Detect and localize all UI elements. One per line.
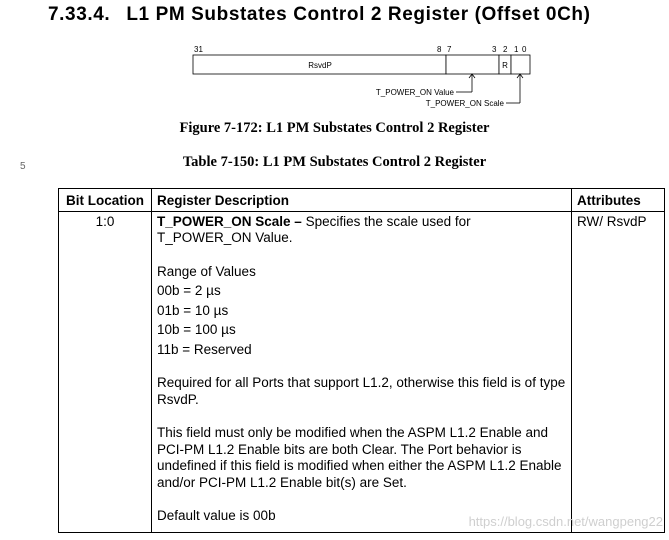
cell-description (152, 212, 572, 533)
section-number: 7.33.4. (48, 4, 111, 25)
rsvdp-field-label: RsvdP (308, 61, 332, 70)
figure-caption: Figure 7-172: L1 PM Substates Control 2 Register (179, 120, 490, 136)
bit-label-0: 0 (522, 45, 527, 54)
table-header-row (59, 189, 665, 212)
t-power-on-scale-callout: T_POWER_ON Scale (425, 99, 504, 108)
bit-label-31: 31 (194, 45, 203, 54)
line-number: 5 (20, 161, 26, 172)
table-row (59, 212, 665, 533)
t-power-on-value-field (446, 55, 499, 74)
modify-text: This field must only be modified when the ASPM L1.2 Enable and PCI-PM L1.2 Enable bits are both Clear. The Port behavior is undefined if this field is modified when either the ASPM L1.2 Enable and/or PCI-PM L1.2 Enable bit(s) are Set. (157, 425, 562, 490)
table-caption: Table 7-150: L1 PM Substates Control 2 Register (182, 154, 487, 170)
range-value-3: 11b = Reserved (157, 341, 252, 357)
header-bit-location: Bit Location (59, 189, 152, 212)
default-text: Default value is 00b (157, 508, 276, 524)
register-table (58, 188, 665, 533)
reserved-bit-label: R (502, 61, 508, 70)
bit-label-7: 7 (447, 45, 452, 54)
range-value-0: 00b = 2 µs (157, 283, 221, 299)
required-text: Required for all Ports that support L1.2, otherwise this field is of type RsvdP. (157, 375, 566, 407)
section-title: L1 PM Substates Control 2 Register (Offset 0Ch) (126, 4, 591, 25)
range-title: Range of Values (157, 263, 256, 279)
bit-label-1: 1 (514, 45, 519, 54)
bit-label-8: 8 (437, 45, 442, 54)
bit-label-2: 2 (503, 45, 508, 54)
register-diagram (0, 0, 669, 112)
watermark: https://blog.csdn.net/wangpeng22 (468, 514, 663, 529)
field-intro: Specifies the scale used for T_POWER_ON Value. (157, 214, 471, 246)
bit-label-3: 3 (492, 45, 497, 54)
t-power-on-value-callout: T_POWER_ON Value (375, 88, 454, 97)
cell-attributes: RW/ RsvdP (572, 212, 665, 533)
header-attributes: Attributes (572, 189, 665, 212)
range-value-2: 10b = 100 µs (157, 322, 236, 338)
t-power-on-scale-field (511, 55, 530, 74)
cell-bit-location: 1:0 (59, 212, 152, 533)
range-value-1: 01b = 10 µs (157, 302, 229, 318)
field-name: T_POWER_ON Scale – (157, 214, 302, 229)
header-register-description: Register Description (152, 189, 572, 212)
